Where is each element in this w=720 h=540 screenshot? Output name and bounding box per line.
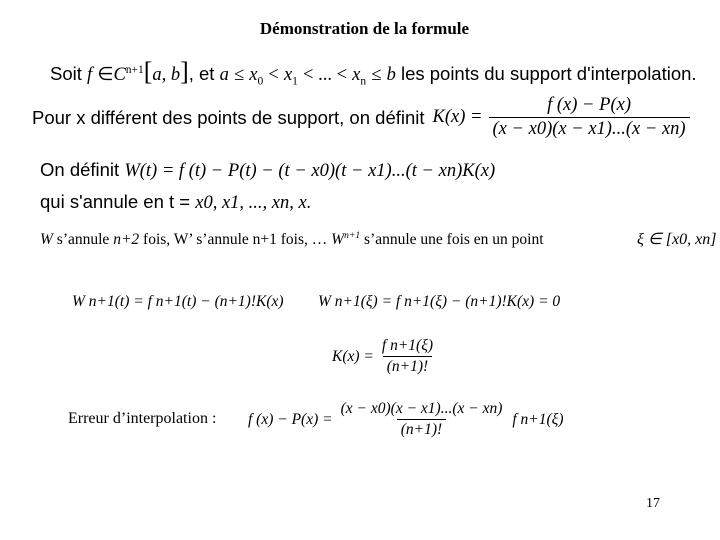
- k-denominator: (x − x0)(x − x1)...(x − xn): [489, 117, 690, 140]
- error-numerator: (x − x0)(x − x1)...(x − xn): [340, 400, 503, 417]
- page-number: 17: [646, 496, 660, 511]
- xn-subscript: n: [360, 75, 367, 88]
- xi-interval: ξ ∈ [x0, xn]: [637, 231, 717, 248]
- belongs-symbol: ∈: [97, 65, 114, 85]
- w-roots-points: x0, x1, ..., xn, x.: [195, 193, 312, 213]
- k-numerator: f (x) − P(x): [547, 95, 631, 115]
- wn-exponent: n+1: [344, 229, 361, 241]
- interval-ab: a, b: [152, 65, 181, 85]
- x0-symbol: x: [249, 65, 258, 85]
- definition-k-text: Pour x différent des points de support, on définit: [32, 106, 425, 128]
- et-label: , et: [188, 63, 215, 84]
- n2-label: n+2: [113, 231, 140, 248]
- w-label: W: [40, 231, 53, 248]
- soit-label: Soit: [50, 63, 82, 84]
- x1-symbol: x: [283, 65, 293, 85]
- support-text: les points du support d'interpolation.: [400, 63, 697, 84]
- a-symbol: a: [219, 65, 229, 85]
- rolle-text-3: s’annule une fois en un point: [360, 231, 544, 248]
- definition-w-text: On définit: [40, 159, 120, 180]
- error-lhs: f (x) − P(x) =: [248, 410, 333, 428]
- leq-symbol: ≤: [233, 65, 245, 85]
- lt-symbol: <: [268, 65, 279, 85]
- rolle-text-1: s’annule: [52, 231, 114, 248]
- derivative-at-xi-equation: W n+1(ξ) = f n+1(ξ) − (n+1)!K(x) = 0: [318, 293, 561, 310]
- k-result-fraction: [378, 337, 437, 376]
- k-lhs: K(x) =: [432, 107, 483, 127]
- page-title: Démonstration de la formule: [259, 19, 470, 38]
- k-result-lhs: K(x) =: [332, 347, 374, 365]
- w-roots-text: qui s'annule en t =: [40, 191, 191, 212]
- xn-symbol: x: [352, 65, 361, 85]
- k-fraction: [489, 95, 690, 140]
- error-tail: f n+1(ξ): [512, 410, 564, 428]
- dots-symbol: < ... <: [303, 65, 348, 85]
- w-expression: W(t) = f (t) − P(t) − (t − x0)(t − x1)...(t − xn)K(x): [124, 161, 496, 181]
- k-result-denominator: (n+1)!: [383, 356, 432, 376]
- bracket-open: [: [143, 57, 153, 86]
- error-label: Erreur d’interpolation :: [68, 410, 217, 427]
- definition-k: [32, 95, 690, 140]
- k-result: [332, 337, 437, 376]
- rolle-line: [40, 231, 544, 249]
- x1-subscript: 1: [292, 75, 298, 88]
- leq-symbol-2: ≤: [371, 65, 382, 85]
- b-symbol: b: [386, 65, 396, 85]
- c-exponent: n+1: [125, 63, 144, 76]
- bracket-close: ]: [180, 57, 189, 86]
- error-fraction: [337, 400, 507, 439]
- derivative-equation: W n+1(t) = f n+1(t) − (n+1)!K(x): [72, 293, 284, 310]
- w-roots: [40, 191, 311, 214]
- f-symbol: f: [87, 65, 93, 85]
- rolle-text-2: fois, W’ s’annule n+1 fois, …: [139, 231, 332, 248]
- wn-label: W: [331, 231, 345, 248]
- c-symbol: C: [113, 65, 126, 85]
- k-result-numerator: f n+1(ξ): [381, 337, 433, 354]
- x0-subscript: 0: [257, 75, 264, 88]
- line-soit: [50, 57, 697, 87]
- error-formula: [248, 400, 563, 439]
- definition-w: [40, 159, 495, 182]
- error-denominator: (n+1)!: [397, 419, 446, 439]
